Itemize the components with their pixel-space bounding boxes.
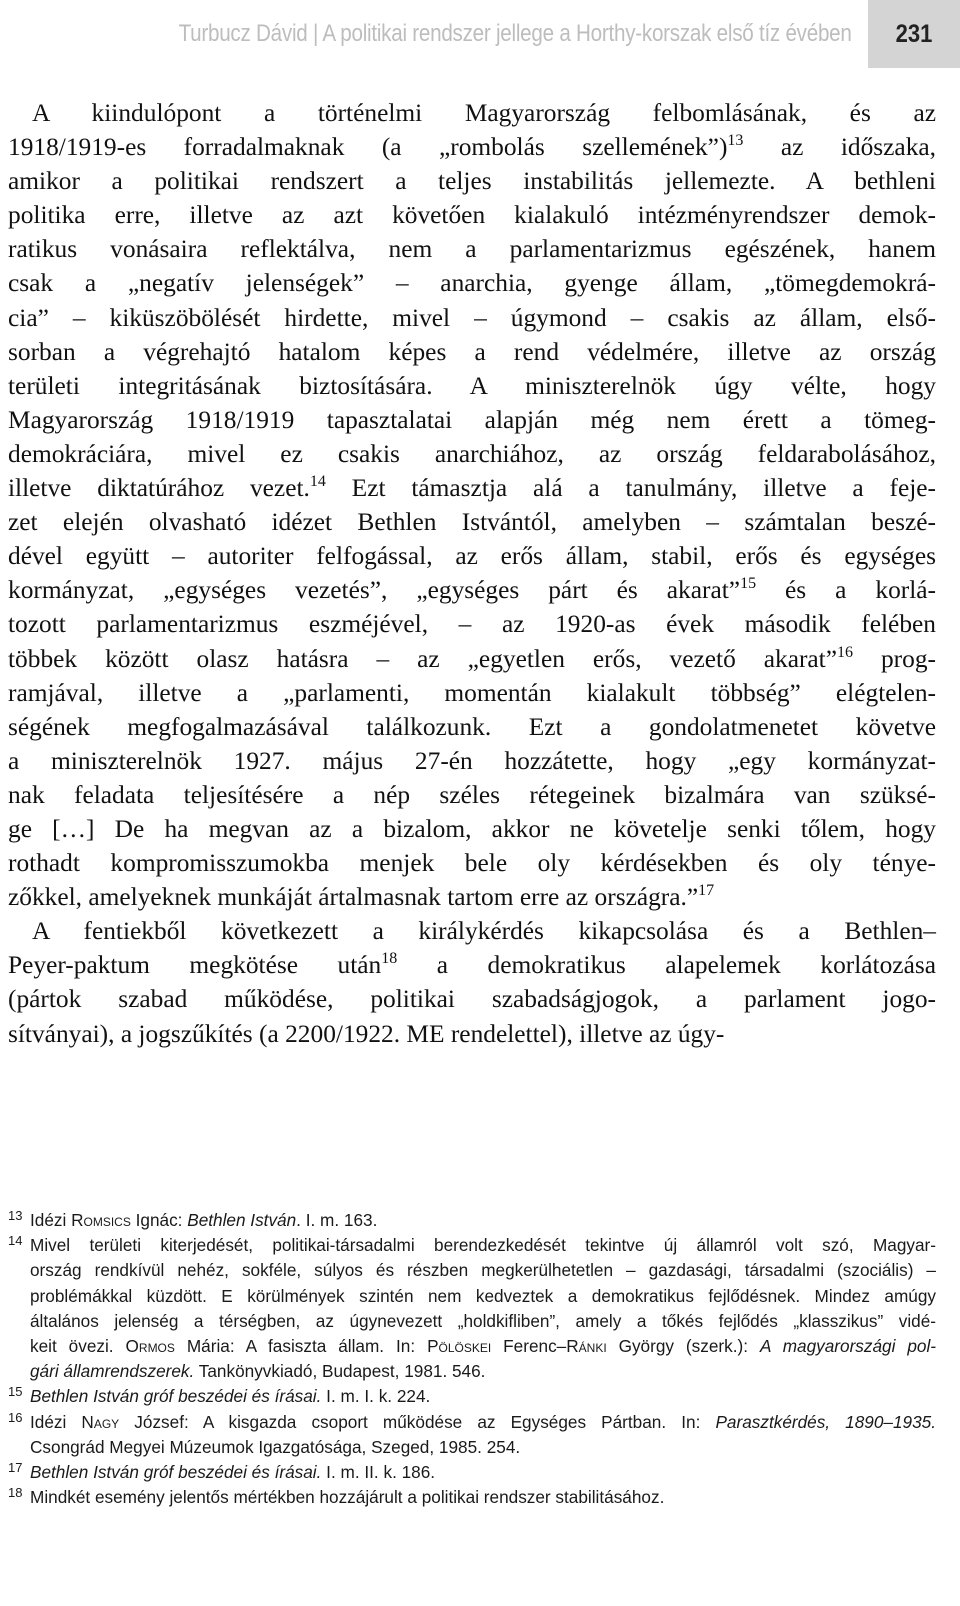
text-line: A kiindulópont a történelmi Magyarország felbomlásának, és az <box>32 99 936 127</box>
text-line: ratikus vonásaira reflektálva, nem a parlamentarizmus egészének, hanem <box>8 235 936 264</box>
page-number: 231 <box>895 20 933 48</box>
footnote-number: 14 <box>8 1233 23 1249</box>
footnote-ref-16[interactable]: 16 <box>837 643 854 661</box>
footnotes <box>8 1208 936 1510</box>
page-number-box <box>868 0 960 68</box>
footnote-number: 18 <box>8 1485 23 1501</box>
text-line: A fentiekből következett a királykérdés kikapcsolása és a Bethlen– <box>32 917 936 946</box>
footnote-ref-14[interactable]: 14 <box>309 473 326 491</box>
text-line: zőkkel, amelyeknek munkáját ártalmasnak tartom erre az országra.”$^{17}$ <box>8 882 715 912</box>
running-head: Turbucz Dávid | A politikai rendszer jellege a Horthy-korszak első tíz évében <box>178 20 852 47</box>
text-line: demokráciára, mivel ez csakis anarchiához, az ország feldarabolásához, <box>8 439 936 468</box>
paragraph-1 <box>8 96 936 914</box>
text-line: ramjával, illetve a „parlamenti, momentán kialakult többség” elégtelen- <box>8 678 936 707</box>
footnote-14: 14 Mivel területi kiterjedését, politikai-társadalmi berendezkedését tekintve új államról volt szó, Magyar- ország rendkívül nehéz, sokféle, súlyos és részben megkerülhetetlen – gazdasági, társadalmi (szociális) – problémákkal küzdött. E körülmények szintén nem kedveztek a demokratikus fejlődésnek. Mindez amúgy általános jelenség a térségben, az úgynevezett „holdkifliben”, amely a tőkés fejlődés „klasszikus” vidé- keit övezi. Ormos Mária: A fasiszta állam. In: Pölöskei Ferenc–Ránki György (szerk.): A magyarországi pol- gári államrendszerek. Tankönyvkiadó, Budapest, 1981. 546. <box>8 1233 936 1384</box>
text-line: ge […] De ha megvan az a bizalom, akkor ne követelje senki tőlem, hogy <box>8 814 936 843</box>
paragraph-2 <box>8 914 936 1050</box>
page-header <box>0 0 960 68</box>
footnote-ref-15[interactable]: 15 <box>740 575 757 593</box>
text-line: Magyarország 1918/1919 tapasztalatai alapján még nem érett a tömeg- <box>8 405 936 434</box>
text-line: sorban a végrehajtó hatalom képes a rend védelmére, illetve az ország <box>8 337 936 366</box>
text-line: politika erre, illetve az azt követően kialakuló intézményrendszer demok- <box>8 201 936 230</box>
text-line: csak a „negatív jelenségek” – anarchia, gyenge állam, „tömegdemokrá- <box>8 269 936 298</box>
footnote-16: 16 Idézi Nagy József: A kisgazda csoport működése az Egységes Pártban. In: Parasztkérdés, 1890–1935. Csongrád Megyei Múzeumok Igazgatósága, Szeged, 1985. 254. <box>8 1410 936 1460</box>
text-line: amikor a politikai rendszert a teljes instabilitás jellemezte. A bethleni <box>8 167 936 196</box>
text-line: sítványai), a jogszűkítés (a 2200/1922. ME rendelettel), illetve az úgy- <box>8 1019 725 1048</box>
text-line: rothadt kompromisszumokba menjek bele oly kérdésekben és oly ténye- <box>8 849 936 878</box>
text-line: kormányzat, „egységes vezetés”, „egységes párt és akarat”$^{15}$ és a korlá- <box>8 575 936 605</box>
footnote-13: 13 Idézi Romsics Ignác: Bethlen István. I. m. 163. <box>8 1208 936 1233</box>
body-text <box>8 96 936 1051</box>
footnote-18: 18 Mindkét esemény jelentős mértékben hozzájárult a politikai rendszer stabilitásához. <box>8 1485 936 1510</box>
text-line: a miniszterelnök 1927. május 27-én hozzátette, hogy „egy kormányzat- <box>8 746 936 775</box>
footnote-number: 15 <box>8 1384 23 1400</box>
text-line: dével együtt – autoriter felfogással, az erős állam, stabil, erős és egységes <box>8 542 936 571</box>
text-line: illetve diktatúrához vezet.$^{14}$ Ezt támasztja alá a tanulmány, illetve a feje- <box>8 473 936 503</box>
text-line: többek között olasz hatásra – az „egyetlen erős, vezető akarat”$^{16}$ prog- <box>8 643 936 673</box>
footnote-15: 15 Bethlen István gróf beszédei és írásai. I. m. I. k. 224. <box>8 1384 936 1409</box>
text-line: cia” – kiküszöbölését hirdette, mivel – úgymond – csakis az állam, első- <box>8 303 936 332</box>
footnote-number: 13 <box>8 1208 23 1223</box>
footnote-ref-13[interactable]: 13 <box>727 132 744 150</box>
footnote-ref-18[interactable]: 18 <box>381 950 398 968</box>
text-line: 1918/1919-es forradalmaknak (a „rombolás szellemének”)$^{13}$ az időszaka, <box>8 132 937 162</box>
text-line: ségének megfogalmazásával találkozunk. Ezt a gondolatmenetet követve <box>8 712 936 741</box>
text-line: zet elején olvasható idézet Bethlen Istvántól, amelyben – számtalan beszé- <box>8 508 936 537</box>
text-line: nak feladata teljesítésére a nép széles rétegeinek bizalmára van szüksé- <box>8 780 936 809</box>
footnote-17: 17 Bethlen István gróf beszédei és írásai. I. m. II. k. 186. <box>8 1460 936 1485</box>
footnote-number: 16 <box>8 1409 23 1425</box>
text-line: tozott parlamentarizmus eszméjével, – az 1920-as évek második felében <box>8 610 936 639</box>
footnote-ref-17[interactable]: 17 <box>698 882 715 900</box>
text-line: területi integritásának biztosítására. A miniszterelnök úgy vélte, hogy <box>8 371 936 400</box>
text-line: (pártok szabad működése, politikai szabadságjogok, a parlament jogo- <box>8 985 936 1014</box>
footnote-number: 17 <box>8 1460 23 1476</box>
text-line: Peyer-paktum megkötése után$^{18}$ a demokratikus alapelemek korlátozása <box>8 950 936 980</box>
